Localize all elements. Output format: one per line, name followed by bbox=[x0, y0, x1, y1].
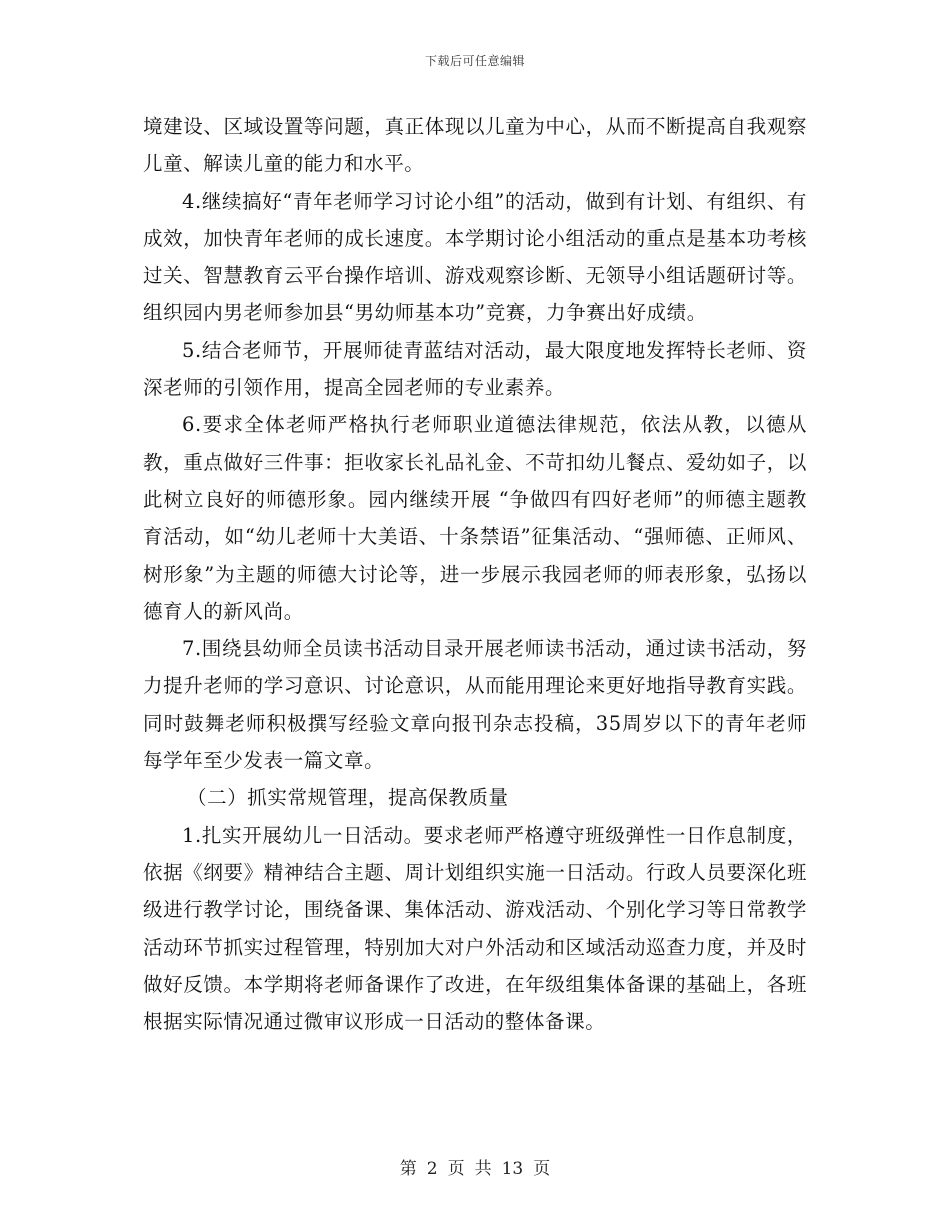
footer-page-label: 页 bbox=[447, 1159, 465, 1179]
paragraph-continuation: 境建设、区域设置等问题，真正体现以儿童为中心，从而不断提高自我观察儿童、解读儿童的能力和水平。 bbox=[143, 115, 807, 176]
footer-total-label: 共 bbox=[474, 1159, 492, 1179]
paragraph-item-7: 7.围绕县幼师全员读书活动目录开展老师读书活动，通过读书活动，努力提升老师的学习意识、讨论意识，从而能用理论来更好地指导教育实践。同时鼓舞老师积极撰写经验文章向报刊杂志投稿，35周岁以下的青年老师每学年至少发表一篇文章。 bbox=[143, 637, 807, 773]
paragraph-item-6: 6.要求全体老师严格执行老师职业道德法律规范，依法从教，以德从教，重点做好三件事：拒收家长礼品礼金、不苛扣幼儿餐点、爱幼如子，以此树立良好的师德形象。园内继续开展 “争做四有四好老师”的师德主题教育活动，如“幼儿老师十大美语、十条禁语”征集活动、“强师德、正师风、树形象”为主题的师德大讨论等，进一步展示我园老师的师表形象，弘扬以德育人的新风尚。 bbox=[143, 413, 807, 623]
page-footer bbox=[0, 1154, 950, 1179]
footer-current-page: 2 bbox=[426, 1159, 438, 1179]
section-heading: （二）抓实常规管理，提高保教质量 bbox=[187, 786, 509, 810]
paragraph-item-4: 4.继续搞好“青年老师学习讨论小组”的活动，做到有计划、有组织、有成效，加快青年老师的成长速度。本学期讨论小组活动的重点是基本功考核过关、智慧教育云平台操作培训、游戏观察诊断、无领导小组话题研讨等。组织园内男老师参加县“男幼师基本功”竞赛，力争赛出好成绩。 bbox=[143, 189, 807, 325]
footer-prefix: 第 bbox=[399, 1159, 417, 1179]
page-header: 下载后可任意编辑 bbox=[424, 54, 525, 68]
paragraph-item-5: 5.结合老师节，开展师徒青蓝结对活动，最大限度地发挥特长老师、资深老师的引领作用，提高全园老师的专业素养。 bbox=[143, 338, 807, 400]
footer-total-pages: 13 bbox=[501, 1159, 524, 1179]
paragraph-item-1: 1.扎实开展幼儿一日活动。要求老师严格遵守班级弹性一日作息制度，依据《纲要》精神结合主题、周计划组织实施一日活动。行政人员要深化班级进行教学讨论，围绕备课、集体活动、游戏活动、个别化学习等日常教学活动环节抓实过程管理，特别加大对户外活动和区域活动巡查力度，并及时做好反馈。本学期将老师备课作了改进，在年级组集体备课的基础上，各班根据实际情况通过微审议形成一日活动的整体备课。 bbox=[143, 823, 807, 1034]
document-body bbox=[143, 108, 807, 1040]
footer-suffix: 页 bbox=[533, 1159, 551, 1179]
